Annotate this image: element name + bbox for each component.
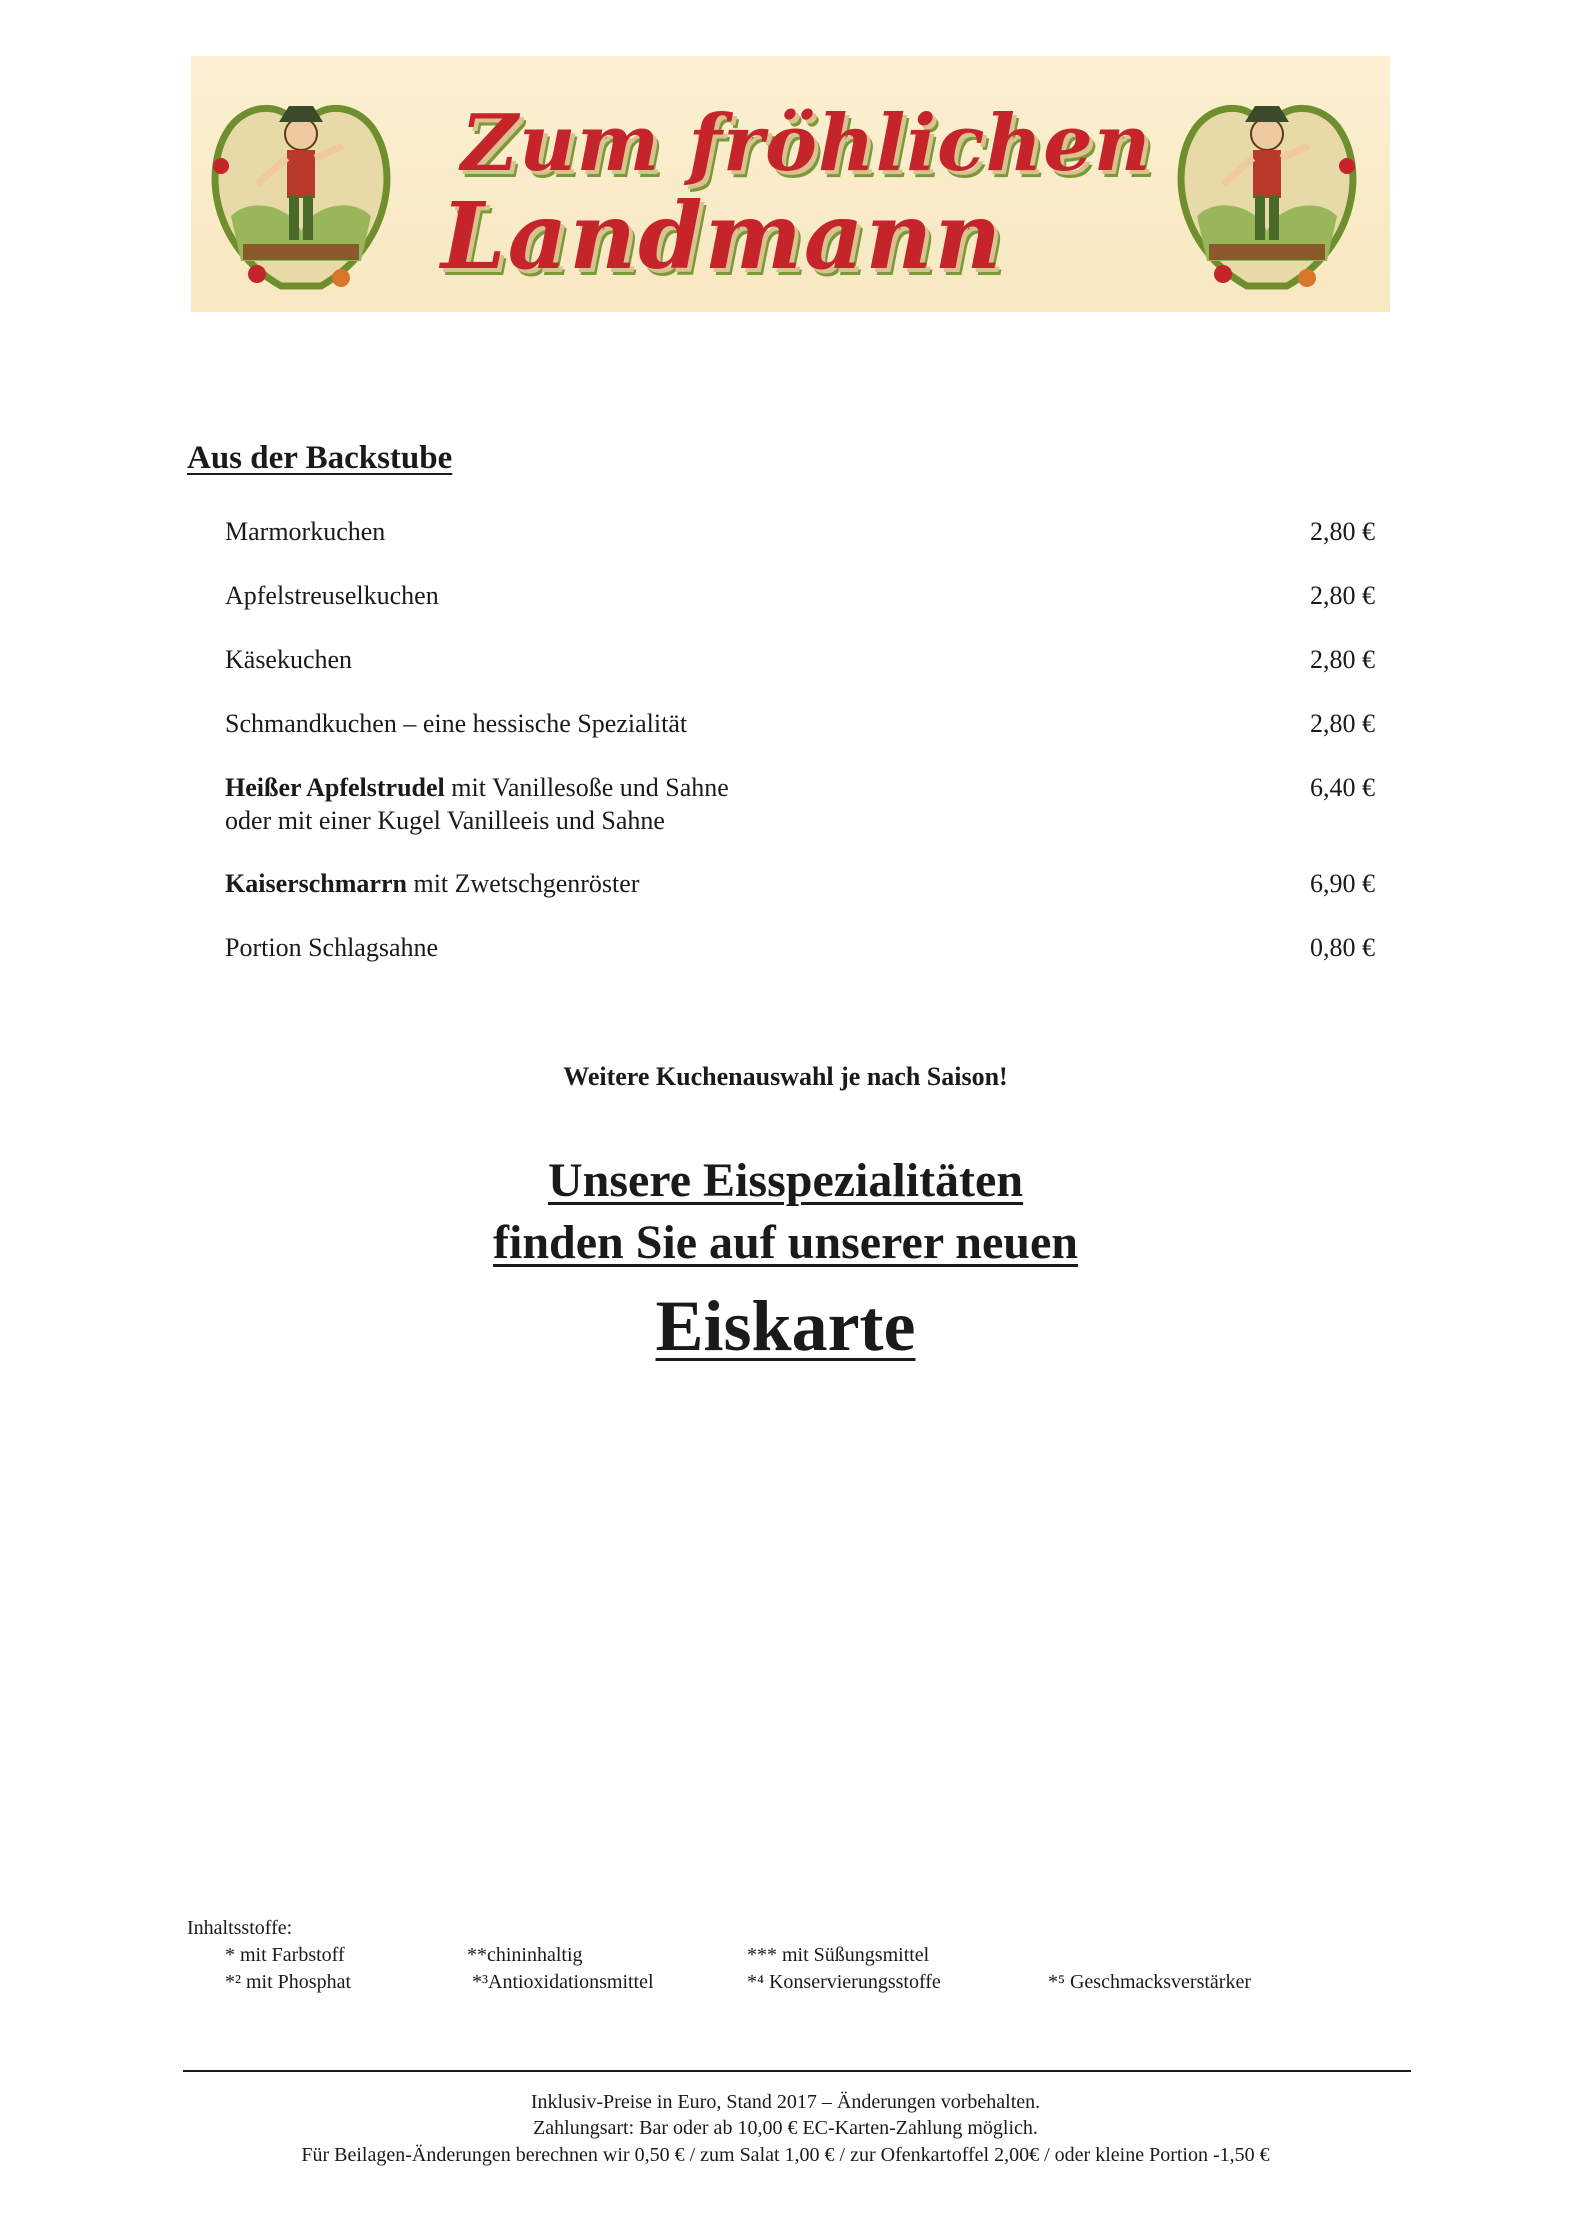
menu-item-price: 2,80 € bbox=[1310, 709, 1375, 738]
banner-title-line-2: Landmann bbox=[441, 182, 1004, 290]
menu-item-price: 2,80 € bbox=[1310, 517, 1375, 546]
ingredients-label: Inhaltsstoffe: bbox=[187, 1917, 293, 1939]
footer-line-3: Für Beilagen-Änderungen berechnen wir 0,50 € / zum Salat 1,00 € / zur Ofenkartoffel 2,00€ / oder kleine Portion -1,50 € bbox=[301, 2144, 1270, 2166]
menu-item-name-rest: mit Zwetschgenröster bbox=[406, 869, 640, 898]
menu-item-name bbox=[225, 867, 925, 900]
menu-item-name: Portion Schlagsahne bbox=[225, 933, 439, 962]
footer-line-1: Inklusiv-Preise in Euro, Stand 2017 – Änderungen vorbehalten. bbox=[530, 2091, 1041, 2113]
ice-notice-line-2: finden Sie auf unserer neuen bbox=[493, 1216, 1078, 1269]
menu-item-name: Käsekuchen bbox=[225, 645, 353, 674]
menu-item-name-bold: Kaiserschmarrn bbox=[225, 869, 407, 898]
menu-item-name bbox=[225, 771, 925, 837]
ingredient-item: *⁴ Konservierungsstoffe bbox=[747, 1971, 941, 1993]
ingredient-item: *³Antioxidationsmittel bbox=[472, 1971, 654, 1993]
footer-divider bbox=[183, 2070, 1411, 2072]
menu-item-name-bold: Heißer Apfelstrudel bbox=[225, 773, 445, 802]
farmer-emblem-left-icon bbox=[213, 106, 387, 287]
menu-item-price: 2,80 € bbox=[1310, 645, 1375, 674]
ingredient-item: *² mit Phosphat bbox=[225, 1971, 352, 1993]
menu-item-name-line-2: oder mit einer Kugel Vanilleeis und Sahne bbox=[225, 806, 665, 835]
ingredient-item: *** mit Süßungsmittel bbox=[747, 1944, 930, 1966]
menu-item-price: 6,40 € bbox=[1310, 773, 1375, 802]
ingredient-item: **chininhaltig bbox=[467, 1944, 583, 1966]
banner-title-line-1: Zum fröhlichen bbox=[461, 98, 1152, 189]
ice-notice-line-1: Unsere Eisspezialitäten bbox=[547, 1154, 1024, 1207]
farmer-emblem-right-icon bbox=[1181, 106, 1355, 287]
season-note: Weitere Kuchenauswahl je nach Saison! bbox=[563, 1062, 1008, 1091]
menu-item-price: 2,80 € bbox=[1310, 581, 1375, 610]
footer-line-2: Zahlungsart: Bar oder ab 10,00 € EC-Karten-Zahlung möglich. bbox=[533, 2117, 1038, 2139]
ice-notice-title: Eiskarte bbox=[655, 1286, 916, 1366]
menu-item-name: Apfelstreuselkuchen bbox=[225, 581, 439, 610]
menu-item-name-rest: mit Vanillesoße und Sahne bbox=[444, 773, 729, 802]
menu-item-name: Schmandkuchen – eine hessische Spezialität bbox=[225, 709, 688, 738]
menu-item-price: 6,90 € bbox=[1310, 869, 1375, 898]
ice-card-notice bbox=[0, 1150, 1571, 1374]
menu-item-price: 0,80 € bbox=[1310, 933, 1375, 962]
section-title: Aus der Backstube bbox=[187, 440, 453, 476]
header-banner bbox=[191, 56, 1390, 312]
ingredient-item: *⁵ Geschmacksverstärker bbox=[1048, 1971, 1251, 1993]
banner-logo-text bbox=[431, 70, 1151, 300]
menu-item-name: Marmorkuchen bbox=[225, 517, 386, 546]
ingredient-item: * mit Farbstoff bbox=[225, 1944, 345, 1966]
